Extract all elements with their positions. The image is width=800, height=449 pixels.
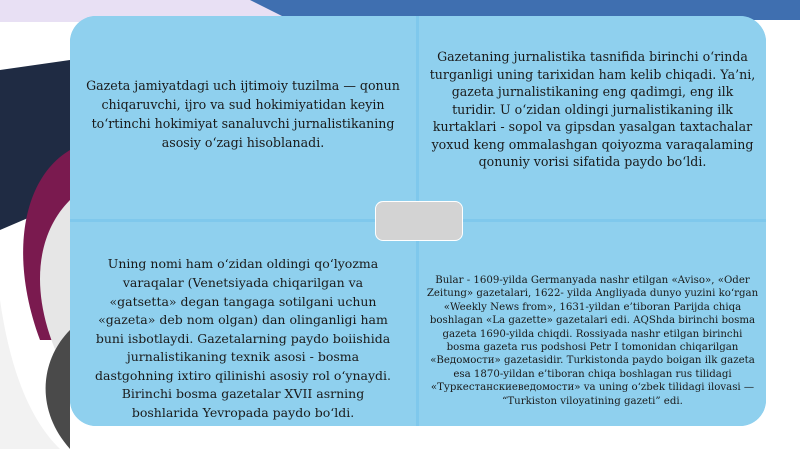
text-block-1-text: Gazeta jamiyatdagi uch ijtimoiy tuzilma — qonun chiqaruvchi, ijro va sud hokimiyatidan keyin to‘rtinchi hokimiyat sanaluvchi jurnalistikaning asosiy o‘zagi hisoblanadi.: [86, 77, 400, 150]
text-block-4: [419, 222, 766, 426]
text-block-1: [70, 16, 416, 219]
text-block-3-text: Uning nomi ham o‘zidan oldingi qo‘lyozma varaqalar (Venetsiyada chiqarilgan va «gatsetta» degan tangaga sotilgani uchun «gazeta» deb nom olgan) dan olinganligi ham buni isbotlaydi. Gazetalarning paydo boiishida jurnalistikaning texnik asosi - bosma dastgohning ixtiro qilinishi asosiy rol o‘ynaydi. Birinchi bosma gazetalar XVII asrning boshlarida Yevropada paydo bo‘ldi.: [95, 256, 391, 421]
text-block-2: [419, 16, 766, 219]
text-block-3: [70, 222, 416, 426]
text-block-2-text: Gazetaning jurnalistika tasnifida birinchi o‘rinda turganligi uning tarixidan ham kelib chiqadi. Ya’ni, gazeta jurnalistikaning eng qadimgi, eng ilk turidir. U o‘zidan oldingi jurnalistikaning ilk kurtaklari - sopol va gipsdan yasalgan taxtachalar yoxud keng ommalashgan qoiyozma varaqalaming qonuniy vorisi sifatida paydo bo‘ldi.: [429, 49, 756, 170]
text-block-4-text: Bular - 1609-yilda Germanyada nashr etilgan «Aviso», «Oder Zeitung» gazetalari, 1622- yilda Angliyada dunyo yuzini ko‘rgan «Weekly News from», 1631-yildan e’tiboran Parijda chiqa boshlagan «La gazette» gazetalari edi. AQShda birinchi bosma gazeta 1690-yilda chiqdi. Rossiyada nashr etilgan birinchi bosma gazeta rus podshosi Petr I tomonidan chiqarilgan «Ведомости» gazetasidir. Turkistonda paydo boigan ilk gazeta esa 1870-yildan e’tiboran chiqa boshlagan rus tilidagi «Туркестанскиеведомости» va uning o‘zbek tilidagi ilovasi — “Turkiston viloyatining gazeti” edi.: [426, 274, 759, 407]
center-placeholder-box: [375, 201, 463, 241]
